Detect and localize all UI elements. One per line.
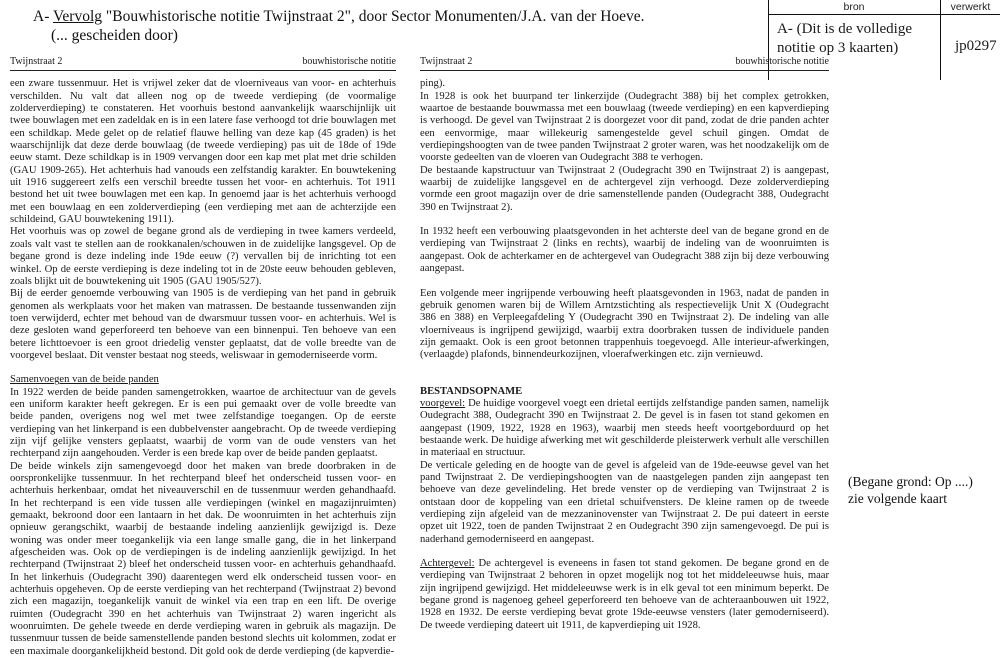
spacer <box>420 214 829 226</box>
paragraph: In 1928 is ook het buurpand ter linkerzijde (Oudegracht 388) bij het complex getrokken, waartoe de bestaande bouwmassa met een bouwlaag (tweede verdieping) en een kapverdieping is verhoogd. De gevel van Twijnstraat 2 is doorgezet voor dit pand, zodat de drie panden achter een eenvormige, maar willekeurig samengestelde gevel schuil gingen. Omdat de verdiepingshoogten van de twee panden Twijnstraat 2 groter waren, was het noodzakelijk om de voorste gedeelten van de vloeren van Oudegracht 388 te verhogen. <box>420 90 829 164</box>
paragraph: een zware tussenmuur. Het is vrijwel zeker dat de vloerniveaus van voor- en achterhuis verschilden. Nu valt dat alleen nog op de tweede verdieping (de voormalige zolderverdieping) te constateren. Het voorhuis bestond aanvankelijk waarschijnlijk uit twee bouwlagen met een zadeldak en is in een latere fase verhoogd tot drie bouwlagen met een schildkap. Mede gelet op de relatief flauwe helling van deze kap (45 graden) is het waarschijnlijk dat deze derde bouwlaag (de tweede verdieping) pas uit de 18de of 19de eeuw stamt. Deze schildkap is in 1909 vervangen door een kap met plat met drie schilden (GAU 1909-265). Het achterhuis had vanouds een zelfstandig karakter. En bouwtekening uit 1916 suggereert zelfs een verschil breedte tussen het voor- en achterhuis. Tot 1911 bestond het uit twee bouwlagen met een kap. In genoemd jaar is het achterhuis verhoogd met een bouwlaag en een zolderverdieping (een verdieping met aan de achterzijde een schildeind, GAU bouwtekening 1911). <box>10 78 396 226</box>
paragraph: In 1932 heeft een verbouwing plaatsgevonden in het achterste deel van de begane grond en de verdieping van Twijnstraat 2 (links en rechts), waarbij de indeling van de woonruimten is aangepast. Ook de achterkamer en de achtergevel van Oudegracht 388 zijn bij deze verbouwing aangepast. <box>420 226 829 275</box>
side-note <box>848 473 973 507</box>
title-line2: (... gescheiden door) <box>51 27 178 44</box>
spacer <box>420 276 829 288</box>
verwerkt-value: jp0297 <box>955 38 997 54</box>
bron-value: A- (Dit is de volledige notitie op 3 kaarten) <box>777 21 912 56</box>
card-title <box>33 7 645 45</box>
running-head <box>10 56 396 71</box>
section-heading: BESTANDSOPNAME <box>420 385 523 397</box>
running-head <box>420 56 829 71</box>
header-verwerkt: verwerkt <box>950 1 991 13</box>
running-head-title: Twijnstraat 2 <box>10 56 63 67</box>
table-header-rule <box>768 14 1000 15</box>
side-note-line2: zie volgende kaart <box>848 491 947 506</box>
achtergevel-text: De achtergevel is eveneens in fasen tot stand gekomen. De begane grond en de verdieping van Twijnstraat 2 behoren in opzet mogelijk nog tot het middeleeuwse huis, maar zijn ingrijpend gewijzigd. Het middeleeuwse werk is in elk geval tot een minimum beperkt. De begane grond is nagenoeg geheel geperforeerd ten behoeve van de achteraanbouwen uit 1922, 1928 en 1932. De eerste verdieping bevat grote 19de-eeuwse vensters (later gemoderniseerd). De tweede verdieping dateert uit 1911, de kapverdieping uit 1928. <box>420 558 829 631</box>
title-vervolg: Vervolg <box>52 8 103 25</box>
paragraph: Bij de eerder genoemde verbouwing van 1905 is de verdieping van het pand in gebruik genomen als werkplaats voor het maken van matrassen. De bestaande tussenwanden zijn toen verwijderd, echter met behoud van de dwarsmuur tussen voor- en achterhuis. Wel is deze gesloten wand geperforeerd ten behoeve van een binnenpui. Ten behoeve van een betere lichttoevoer is een groot driedelig venster geplaatst, dat de volle breedte van de voorgevel beslaat. Dit venster bestaat nog steeds, weliswaar in gemoderniseerde vorm. <box>10 288 396 361</box>
paragraph: ping). <box>420 78 446 90</box>
voorgevel-label: voorgevel: <box>420 397 466 409</box>
running-head-title: Twijnstraat 2 <box>420 56 473 67</box>
paragraph: De beide winkels zijn samengevoegd door het maken van brede doorbraken in de oorspronkelijke tussenmuur. In het rechterpand bleef het onderscheid tussen voor- en achterhuis herkenbaar, omdat het niveauverschil en de tussenmuur werden gehandhaafd. In het rechterpand is een vide tussen alle verdiepingen (winkel en magazijnruimten) gemaakt, bekroond door een lantaarn in het dak. De woonruimten in het achterhuis zijn opnieuw gerangschikt, waarbij de bestaande indeling aanzienlijk gewijzigd is. Deze woning was onder meer toegankelijk via een lange smalle gang, die in het linkerpand afgescheiden was. Ook op de verdiepingen is de indeling aanzienlijk gewijzigd. In het rechterpand (Twijnstraat 2) bleef het onderscheid tussen voor- en achterhuis gehandhaafd. In het linkerhuis (Oudegracht 390) daarentegen werd elk onderscheid tussen voor- en achterhuis opgeheven. Op de eerste verdieping van het rechterpand (Twijnstraat 2) bevond zich een magazijn, toegankelijk vanuit de winkel via een trap en een lift. De overige ruimten (Oudegracht 390 en het achterhuis van Twijnstraat 2) waren ingericht als woonruimten. De gehele tweede en derde verdieping waren in gebruik als magazijn. De tussenmuur tussen de beide samenstellende panden bestond slechts uit kolommen, zodat er een maximale doorgankelijkheid bestond. Dit gold ook de derde verdieping (de kapverdie- <box>10 460 396 657</box>
paragraph: In 1922 werden de beide panden samengetrokken, waartoe de architectuur van de gevels een uniform karakter heeft gekregen. Er is een pui gemaakt over de volle breedte van beide panden, overigens nog wel met twee zelfstandige toegangen. Op de eerste verdieping van het linkerpand is een dubbelvenster aangebracht. Op de tweede verdieping zijn vijf gelijke vensters geplaatst, waarbij de vorm van de oude vensters van het rechterpand zijn aangehouden. Verder is een brede kap over de beide panden geplaatst. <box>10 386 396 460</box>
section-heading: Samenvoegen van de beide panden <box>10 374 159 386</box>
header-bron: bron <box>843 1 865 13</box>
paragraph: De verticale geleding en de hoogte van de gevel is afgeleid van de 19de-eeuwse gevel van het pand Twijnstraat 2. De verdiepingshoogten van de naastgelegen panden zijn aangepast ten behoeve van deze gevelindeling. Het brede venster op de verdieping van Twijnstraat 2 is ontstaan door de koppeling van een drietal schuifvensters. De kleine ramen op de tweede verdieping zijn afgeleid van de mezzaninovenster van Twijnstraat 2. De pui dateert in eerste opzet uit 1922, toen de panden Twijnstraat 2 en Oudegracht 390 zijn samengevoegd. De pui is naderhand gemoderniseerd en aangepast. <box>420 459 829 545</box>
title-rest: "Bouwhistorische notitie Twijnstraat 2", door Sector Monumenten/J.A. van der Hoeve. <box>102 8 645 25</box>
spacer <box>420 546 829 558</box>
paragraph: Het voorhuis was op zowel de begane grond als de verdieping in twee kamers verdeeld, zoals valt vast te stellen aan de rookkanalen/schouwen in de zuidelijke langsgevel. Op de begane grond is deze indeling inde 19de eeuw (?) vervallen bij de inrichting tot een winkel. Op de eerste verdieping is deze indeling tot in de 20ste eeuw behouden gebleven, zoals blijkt uit de bouwtekening uit 1905 (GAU 1905/527). <box>10 226 396 287</box>
spacer <box>420 362 829 386</box>
paragraph <box>420 398 829 460</box>
spacer <box>10 362 396 374</box>
paragraph: De bestaande kapstructuur van Twijnstraat 2 (Oudegracht 390 en Twijnstraat 2) is aangepast, waarbij de zuidelijke langsgevel en de achtergevel zijn verhoogd. Deze zolderverdieping vormde een groot magazijn over de drie samenstellende panden (Oudegracht 388, Oudegracht 390 en Twijnstraat 2). <box>420 164 829 213</box>
running-head-section: bouwhistorische notitie <box>735 56 829 67</box>
paragraph: Een volgende meer ingrijpende verbouwing heeft plaatsgevonden in 1963, nadat de panden in gebruik genomen waren bij de Willem Arntzstichting als respectievelijk Unit X (Oudegracht 386 en 388) en Verpleegafdeling Y (Oudegracht 390 en Twijnstraat 2). De indeling van alle vloerniveaus is ingrijpend gewijzigd, waarbij extra doorbraken tussen de individuele panden zijn gemaakt. Ook is een groot betonnen trappenhuis toegevoegd. Alle interieur-afwerkingen, (verlaagde) plafonds, binnendeurkozijnen, vloerafwerkingen etc. zijn vernieuwd. <box>420 287 829 361</box>
left-page <box>10 56 396 658</box>
title-prefix: A- <box>33 8 53 25</box>
paragraph <box>420 558 829 632</box>
voorgevel-text: De huidige voorgevel voegt een drietal eertijds zelfstandige panden samen, namelijk Oudegracht 388, Oudegracht 390 en Twijnstraat 2. De gevel is in fasen tot stand gekomen en aangepast (1909, 1922, 1928 en 1963), waarbij men steeds heeft voortgeborduurd op het bestaande werk. De huidige afwerking met wit geschilderde pleisterwerk verhult alle verschillen in materiaal en structuur. <box>420 397 829 459</box>
side-note-line1: (Begane grond: Op ....) <box>848 474 973 489</box>
achtergevel-label: Achtergevel: <box>420 558 475 570</box>
right-page <box>420 56 829 632</box>
running-head-section: bouwhistorische notitie <box>302 56 396 67</box>
